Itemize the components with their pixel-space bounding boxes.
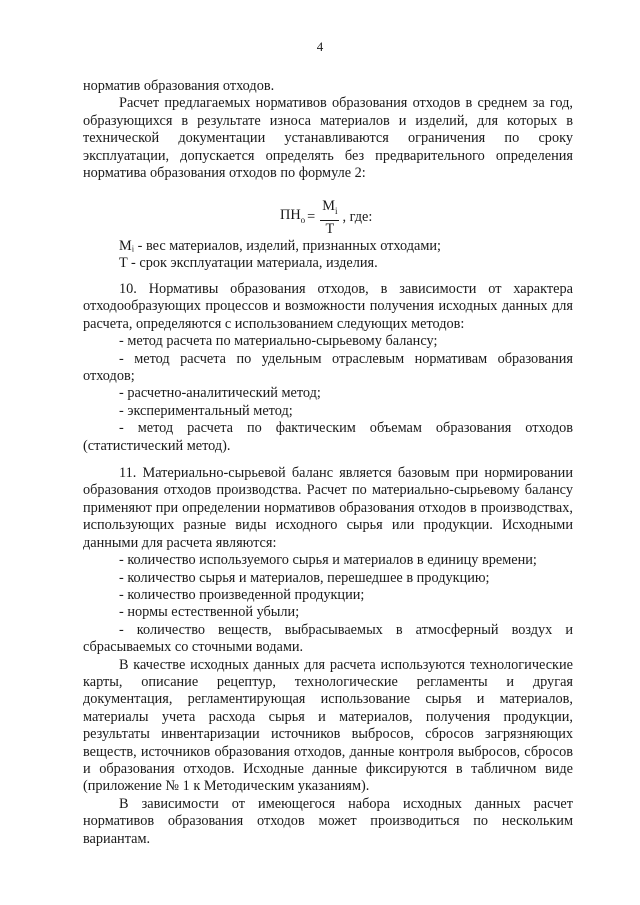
- formula-tail: , где:: [342, 209, 373, 226]
- paragraph-formula-intro: Расчет предлагаемых нормативов образования отходов в среднем за год, образующихся в результате износа материалов и изделий, для которых в технической документации устанавливаются ограничения по сроку эксплуатации, допускается определять без предварительного определения норматива образования отходов по формуле 2:: [83, 95, 573, 182]
- definition-mi: Mᵢ - вес материалов, изделий, признанных отходами;: [119, 238, 442, 254]
- formula-fraction: [320, 198, 339, 238]
- section-gap: [83, 455, 573, 465]
- page-number: 4: [316, 39, 324, 54]
- list-item: - нормы естественной убыли;: [119, 604, 300, 621]
- list-item: - метод расчета по материально-сырьевому балансу;: [119, 333, 438, 350]
- list-item: - количество используемого сырья и материалов в единицу времени;: [119, 552, 537, 569]
- section-10-intro: 10. Нормативы образования отходов, в зависимости от характера отходообразующих процессов и возможности получения исходных данных для расчета, определяются с использованием следующих методов:: [83, 281, 573, 332]
- list-item: - количество сырья и материалов, перешедшее в продукцию;: [119, 569, 490, 586]
- list-item: - количество веществ, выбрасываемых в атмосферный воздух и сбрасываемых со сточными водами.: [83, 621, 573, 656]
- text-block-main: [83, 281, 573, 848]
- list-item: - метод расчета по фактическим объемам образования отходов (статистический метод).: [83, 420, 573, 454]
- list-item: - количество произведенной продукции;: [119, 586, 365, 603]
- section-11-intro: 11. Материально-сырьевой баланс является базовым при нормировании образования отходов производства. Расчет по материально-сырьевому балансу применяют при определении нормативов образования отходов в производствах, использующих разные виды исходного сырья или продукции. Исходными данными для расчета являются:: [83, 465, 573, 551]
- text-block-definitions: [83, 238, 573, 273]
- formula-equals: =: [307, 209, 316, 226]
- list-item: - экспериментальный метод;: [119, 402, 293, 419]
- paragraph-variants: В зависимости от имеющегося набора исходных данных расчет нормативов образования отходов может производиться по нескольким вариантам.: [83, 795, 573, 847]
- formula-numerator: $M_i$: [320, 198, 339, 221]
- text-block-top: [83, 78, 573, 182]
- list-item: - метод расчета по удельным отраслевым нормативам образования отходов;: [83, 350, 573, 385]
- definition-t: T - срок эксплуатации материала, изделия.: [119, 255, 378, 272]
- paragraph-sources: В качестве исходных данных для расчета используются технологические карты, описание рецептур, технологические регламенты и другая документация, регламентирующая использование сырья и материалов, материалы учета расхода сырья и материалов, получения продукции, результаты инвентаризации источников выбросов, сбросов загрязняющих веществ, источников образования отходов, данные контроля выбросов, сбросов и образования отходов. Исходные данные фиксируются в табличном виде (приложение № 1 к Методическим указаниям).: [83, 656, 573, 795]
- paragraph-continuation: норматив образования отходов.: [83, 78, 275, 94]
- formula-lhs: $ПН_о$: [280, 206, 306, 225]
- formula-denominator: T: [325, 220, 335, 237]
- list-item: - расчетно-аналитический метод;: [119, 385, 321, 402]
- formula-2: [280, 198, 372, 238]
